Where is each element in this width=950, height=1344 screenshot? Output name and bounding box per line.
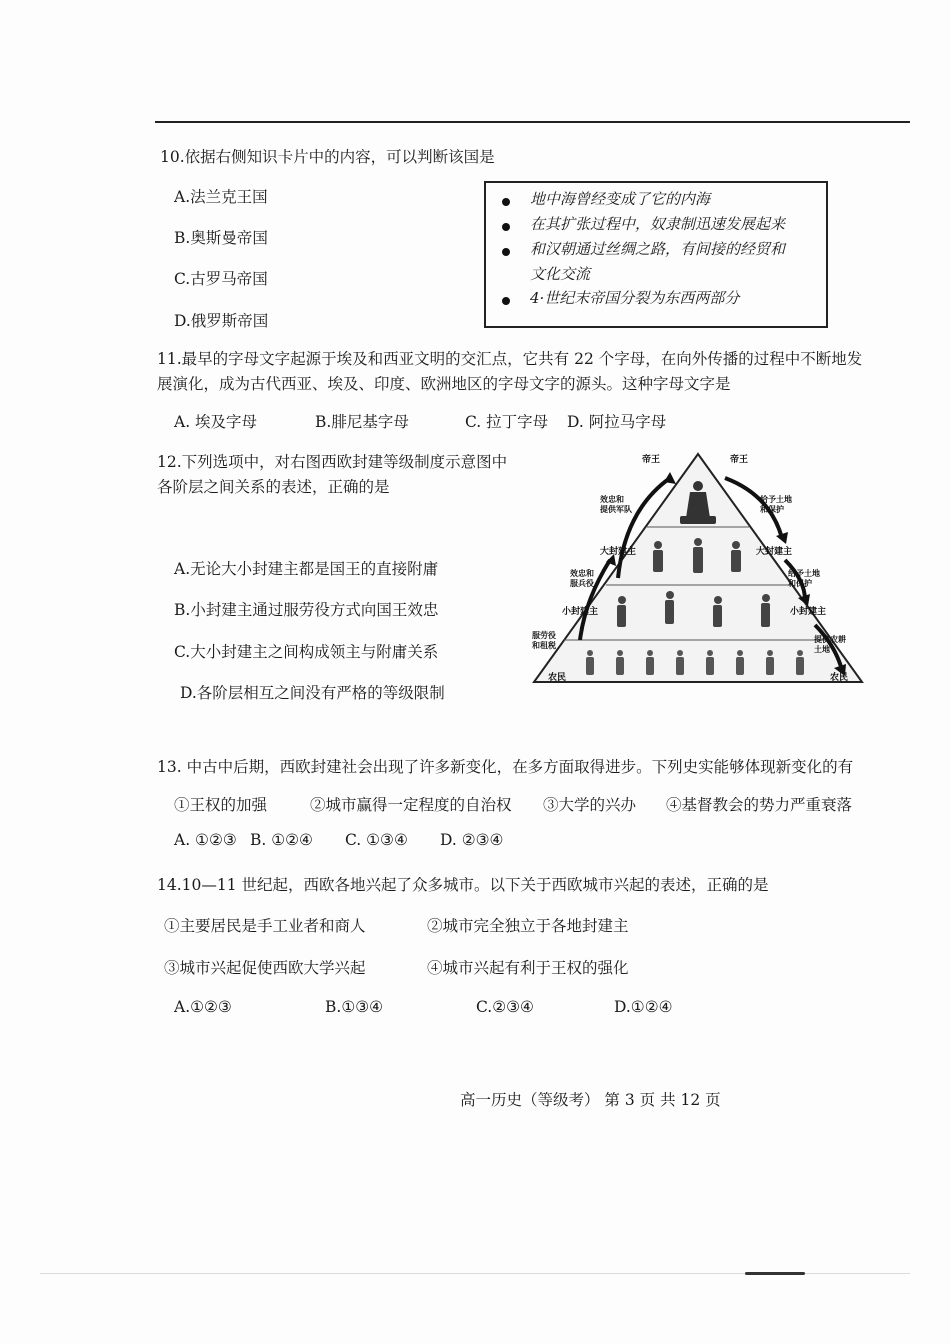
q13-item-3: ③大学的兴办 <box>543 796 637 814</box>
bullet-icon <box>502 223 510 231</box>
q13-item-4: ④基督教会的势力严重衰落 <box>666 796 853 814</box>
q13-option-a: A. ①②③ <box>174 831 237 849</box>
bullet-icon <box>502 248 510 256</box>
label-left-vassal: 小封建主 <box>562 607 599 617</box>
q10-option-c: C.古罗马帝国 <box>174 270 268 288</box>
arrow-text-right-2: 给予土地和保护 <box>788 569 820 588</box>
card-line-4: 文化交流 <box>530 265 591 283</box>
q10-option-d: D.俄罗斯帝国 <box>174 312 269 330</box>
q12-option-d: D.各阶层相互之间没有严格的等级限制 <box>180 684 445 702</box>
label-left-peasant: 农民 <box>548 673 567 683</box>
q12-option-b: B.小封建主通过服劳役方式向国王效忠 <box>174 601 439 619</box>
label-right-lord: 大封建主 <box>756 547 793 557</box>
label-right-emperor: 帝王 <box>730 455 749 465</box>
q12-stem-line1: 12.下列选项中，对右图西欧封建等级制度示意图中 <box>157 453 508 471</box>
q13-stem: 13. 中古中后期，西欧封建社会出现了许多新变化，在多方面取得进步。下列史实能够体现新变化的有 <box>157 758 854 776</box>
q11-option-c: C. 拉丁字母 <box>465 413 549 431</box>
q14-item-3: ③城市兴起促使西欧大学兴起 <box>164 959 366 977</box>
q14-option-b: B.①③④ <box>325 998 384 1016</box>
knowledge-card <box>484 181 828 328</box>
q11-stem-line1: 11.最早的字母文字起源于埃及和西亚文明的交汇点，它共有 22 个字母，在向外传播的过程中不断地发 <box>157 350 863 368</box>
q11-stem-line2: 展演化，成为古代西亚、埃及、印度、欧洲地区的字母文字的源头。这种字母文字是 <box>157 375 731 393</box>
q14-item-4: ④城市兴起有利于王权的强化 <box>427 959 629 977</box>
q14-option-d: D.①②④ <box>614 998 673 1016</box>
label-left-emperor: 帝王 <box>642 455 661 465</box>
q10-option-a: A.法兰克王国 <box>174 188 268 206</box>
bullet-icon <box>502 297 510 305</box>
q12-option-c: C.大小封建主之间构成领主与附庸关系 <box>174 643 439 661</box>
card-line-2: 在其扩张过程中，奴隶制迅速发展起来 <box>530 215 786 233</box>
arrow-text-right-1: 给予土地和保护 <box>760 495 792 514</box>
q12-stem-line2: 各阶层之间关系的表述，正确的是 <box>157 478 390 496</box>
arrow-text-left-2: 效忠和服兵役 <box>570 569 594 588</box>
q11-option-d: D. 阿拉马字母 <box>567 413 667 431</box>
card-line-1: 地中海曾经变成了它的内海 <box>530 190 711 208</box>
arrow-text-right-3: 提供农耕土地 <box>814 635 846 654</box>
page-footer: 高一历史（等级考） 第 3 页 共 12 页 <box>460 1091 721 1109</box>
q11-option-b: B.腓尼基字母 <box>315 413 409 431</box>
q11-option-a: A. 埃及字母 <box>174 413 258 431</box>
q13-item-1: ①王权的加强 <box>174 796 268 814</box>
card-line-3: 和汉朝通过丝绸之路，有间接的经贸和 <box>530 240 786 258</box>
bullet-icon <box>502 198 510 206</box>
arrow-text-left-1: 效忠和提供军队 <box>600 495 632 514</box>
label-right-peasant: 农民 <box>830 673 849 683</box>
label-right-vassal: 小封建主 <box>790 607 827 617</box>
scan-smudge <box>745 1272 805 1275</box>
feudal-hierarchy-diagram <box>530 450 865 710</box>
q13-option-c: C. ①③④ <box>345 831 408 849</box>
q14-item-2: ②城市完全独立于各地封建主 <box>427 917 629 935</box>
q14-option-c: C.②③④ <box>476 998 534 1016</box>
q14-stem: 14.10—11 世纪起，西欧各地兴起了众多城市。以下关于西欧城市兴起的表述，正确的是 <box>157 876 769 894</box>
q13-option-b: B. ①②④ <box>250 831 313 849</box>
q10-option-b: B.奥斯曼帝国 <box>174 229 268 247</box>
q13-item-2: ②城市赢得一定程度的自治权 <box>310 796 512 814</box>
top-rule <box>155 121 910 123</box>
card-line-5: 4·世纪末帝国分裂为东西两部分 <box>530 289 740 307</box>
q10-stem: 10.依据右侧知识卡片中的内容，可以判断该国是 <box>160 148 495 166</box>
q14-option-a: A.①②③ <box>174 998 232 1016</box>
label-left-lord: 大封建主 <box>600 547 637 557</box>
q12-option-a: A.无论大小封建主都是国王的直接附庸 <box>174 560 439 578</box>
arrow-text-left-3: 服劳役和租税 <box>532 631 556 650</box>
q13-option-d: D. ②③④ <box>440 831 504 849</box>
q14-item-1: ①主要居民是手工业者和商人 <box>164 917 366 935</box>
